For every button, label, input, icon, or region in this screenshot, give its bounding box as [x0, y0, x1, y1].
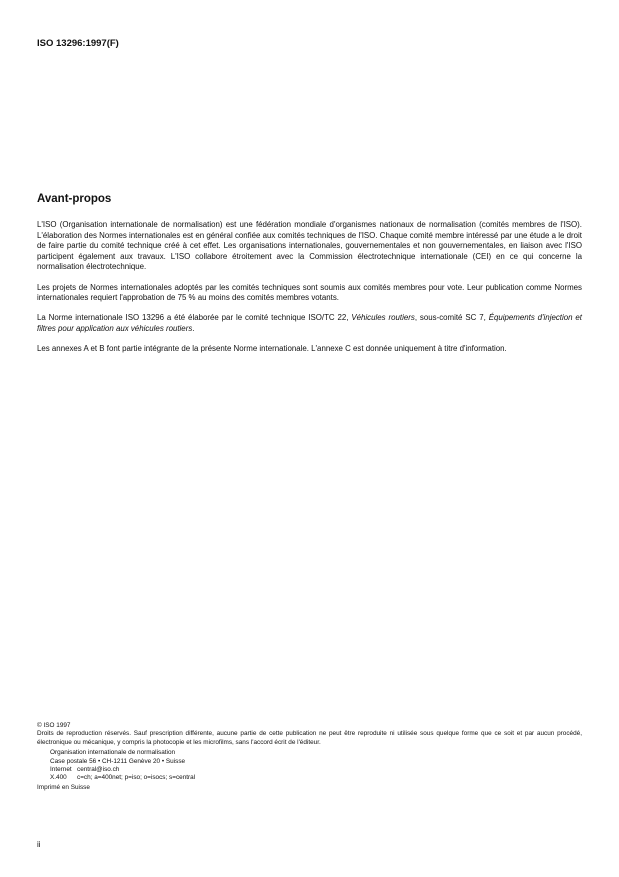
postal-address: Case postale 56 • CH-1211 Genève 20 • Suisse	[50, 757, 186, 765]
foreword-paragraph-3	[37, 313, 582, 334]
foreword-paragraph-1: L'ISO (Organisation internationale de normalisation) est une fédération mondiale d'organismes nationaux de normalisation (comités membres de l'ISO). L'élaboration des Normes internationales est en général confiée aux comités techniques de l'ISO. Chaque comité membre intéressé par une étude a le droit de faire partie du comité technique créé à cet effet. Les organisations internationales, gouvernementales et non gouvernementales, en liaison avec l'ISO participent également aux travaux. L'ISO collabore étroitement avec la Commission électrotechnique internationale (CEI) en ce qui concerne la normalisation électrotechnique.	[37, 220, 582, 272]
foreword-paragraph-4: Les annexes A et B font partie intégrante de la présente Norme internationale. L'annexe C est donnée uniquement à titre d'information.	[37, 344, 507, 354]
page-number: ii	[37, 840, 41, 849]
address-block	[50, 749, 582, 783]
internet-email: central@iso.ch	[77, 766, 120, 774]
internet-row	[50, 766, 582, 774]
foreword-body	[37, 220, 582, 364]
x400-row	[50, 774, 582, 782]
copyright-line: © ISO 1997	[37, 722, 71, 729]
p3-text-3: .	[192, 323, 195, 333]
x400-address: c=ch; a=400net; p=iso; o=isocs; s=central	[77, 774, 196, 782]
copyright-block	[37, 722, 582, 792]
printed-in: Imprimé en Suisse	[37, 783, 90, 791]
p3-text-1: La Norme internationale ISO 13296 a été élaborée par le comité technique ISO/TC 22,	[37, 313, 352, 323]
document-id-header: ISO 13296:1997(F)	[37, 38, 119, 49]
internet-label: Internet	[50, 766, 72, 774]
foreword-paragraph-2: Les projets de Normes internationales adoptés par les comités techniques sont soumis aux comités membres pour vote. Leur publication comme Normes internationales requiert l'approbation de 75 % au moins des comités membres votants.	[37, 282, 582, 303]
foreword-title: Avant-propos	[37, 193, 112, 205]
organization-name: Organisation internationale de normalisation	[50, 749, 176, 757]
rights-notice: Droits de reproduction réservés. Sauf prescription différente, aucune partie de cette publication ne peut être reproduite ni utilisée sous quelque forme que ce soit et par aucun procédé, électronique ou mécanique, y compris la photocopie et les microfilms, sans l'accord écrit de l'éditeur.	[37, 730, 582, 746]
p3-text-2: , sous-comité SC 7,	[414, 313, 489, 323]
p3-italic-subcommittee: Équipements d'injection et filtres pour application aux véhicules routiers	[37, 313, 582, 333]
p3-italic-committee: Véhicules routiers	[351, 313, 415, 323]
x400-label: X.400	[50, 774, 67, 782]
